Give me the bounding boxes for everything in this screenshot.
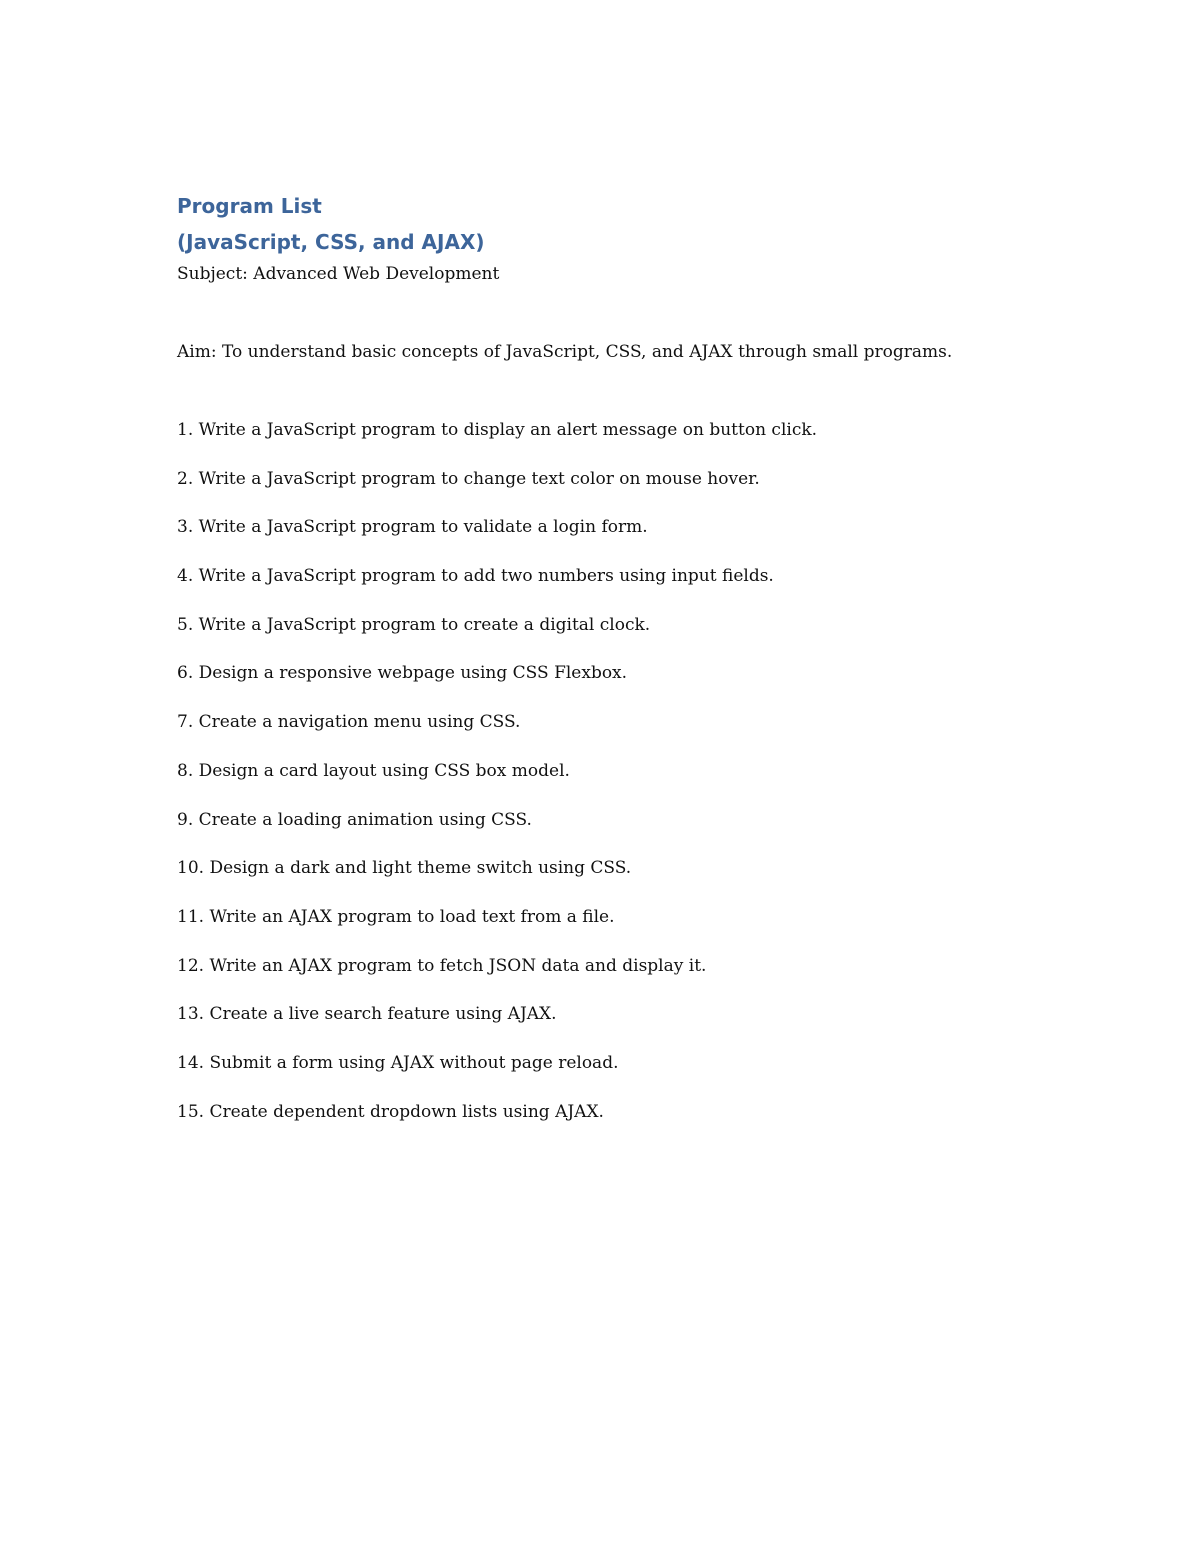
program-item: 4. Write a JavaScript program to add two numbers using input fields. [177, 566, 774, 587]
program-item: 3. Write a JavaScript program to validate a login form. [177, 517, 648, 538]
program-item: 7. Create a navigation menu using CSS. [177, 712, 521, 733]
program-item: 10. Design a dark and light theme switch using CSS. [177, 858, 632, 879]
program-item: 5. Write a JavaScript program to create a digital clock. [177, 614, 651, 635]
program-item: 15. Create dependent dropdown lists using AJAX. [177, 1101, 604, 1122]
subject-line: Subject: Advanced Web Development [177, 264, 500, 284]
program-item: 6. Design a responsive webpage using CSS Flexbox. [177, 663, 628, 684]
program-item: 12. Write an AJAX program to fetch JSON data and display it. [177, 955, 707, 976]
program-item: 1. Write a JavaScript program to display an alert message on button click. [177, 420, 818, 440]
program-item: 8. Design a card layout using CSS box model. [177, 760, 570, 781]
aim-statement: Aim: To understand basic concepts of JavaScript, CSS, and AJAX through small programs. [177, 342, 953, 362]
program-item: 2. Write a JavaScript program to change text color on mouse hover. [177, 468, 760, 489]
program-item: 13. Create a live search feature using AJAX. [177, 1004, 557, 1025]
document-subtitle: (JavaScript, CSS, and AJAX) [177, 230, 485, 254]
program-list [177, 416, 1077, 1146]
document-content [177, 188, 1077, 1146]
program-item: 14. Submit a form using AJAX without page reload. [177, 1052, 619, 1073]
program-item: 9. Create a loading animation using CSS. [177, 809, 532, 830]
program-item: 11. Write an AJAX program to load text from a file. [177, 906, 615, 927]
document-title: Program List [177, 194, 322, 218]
